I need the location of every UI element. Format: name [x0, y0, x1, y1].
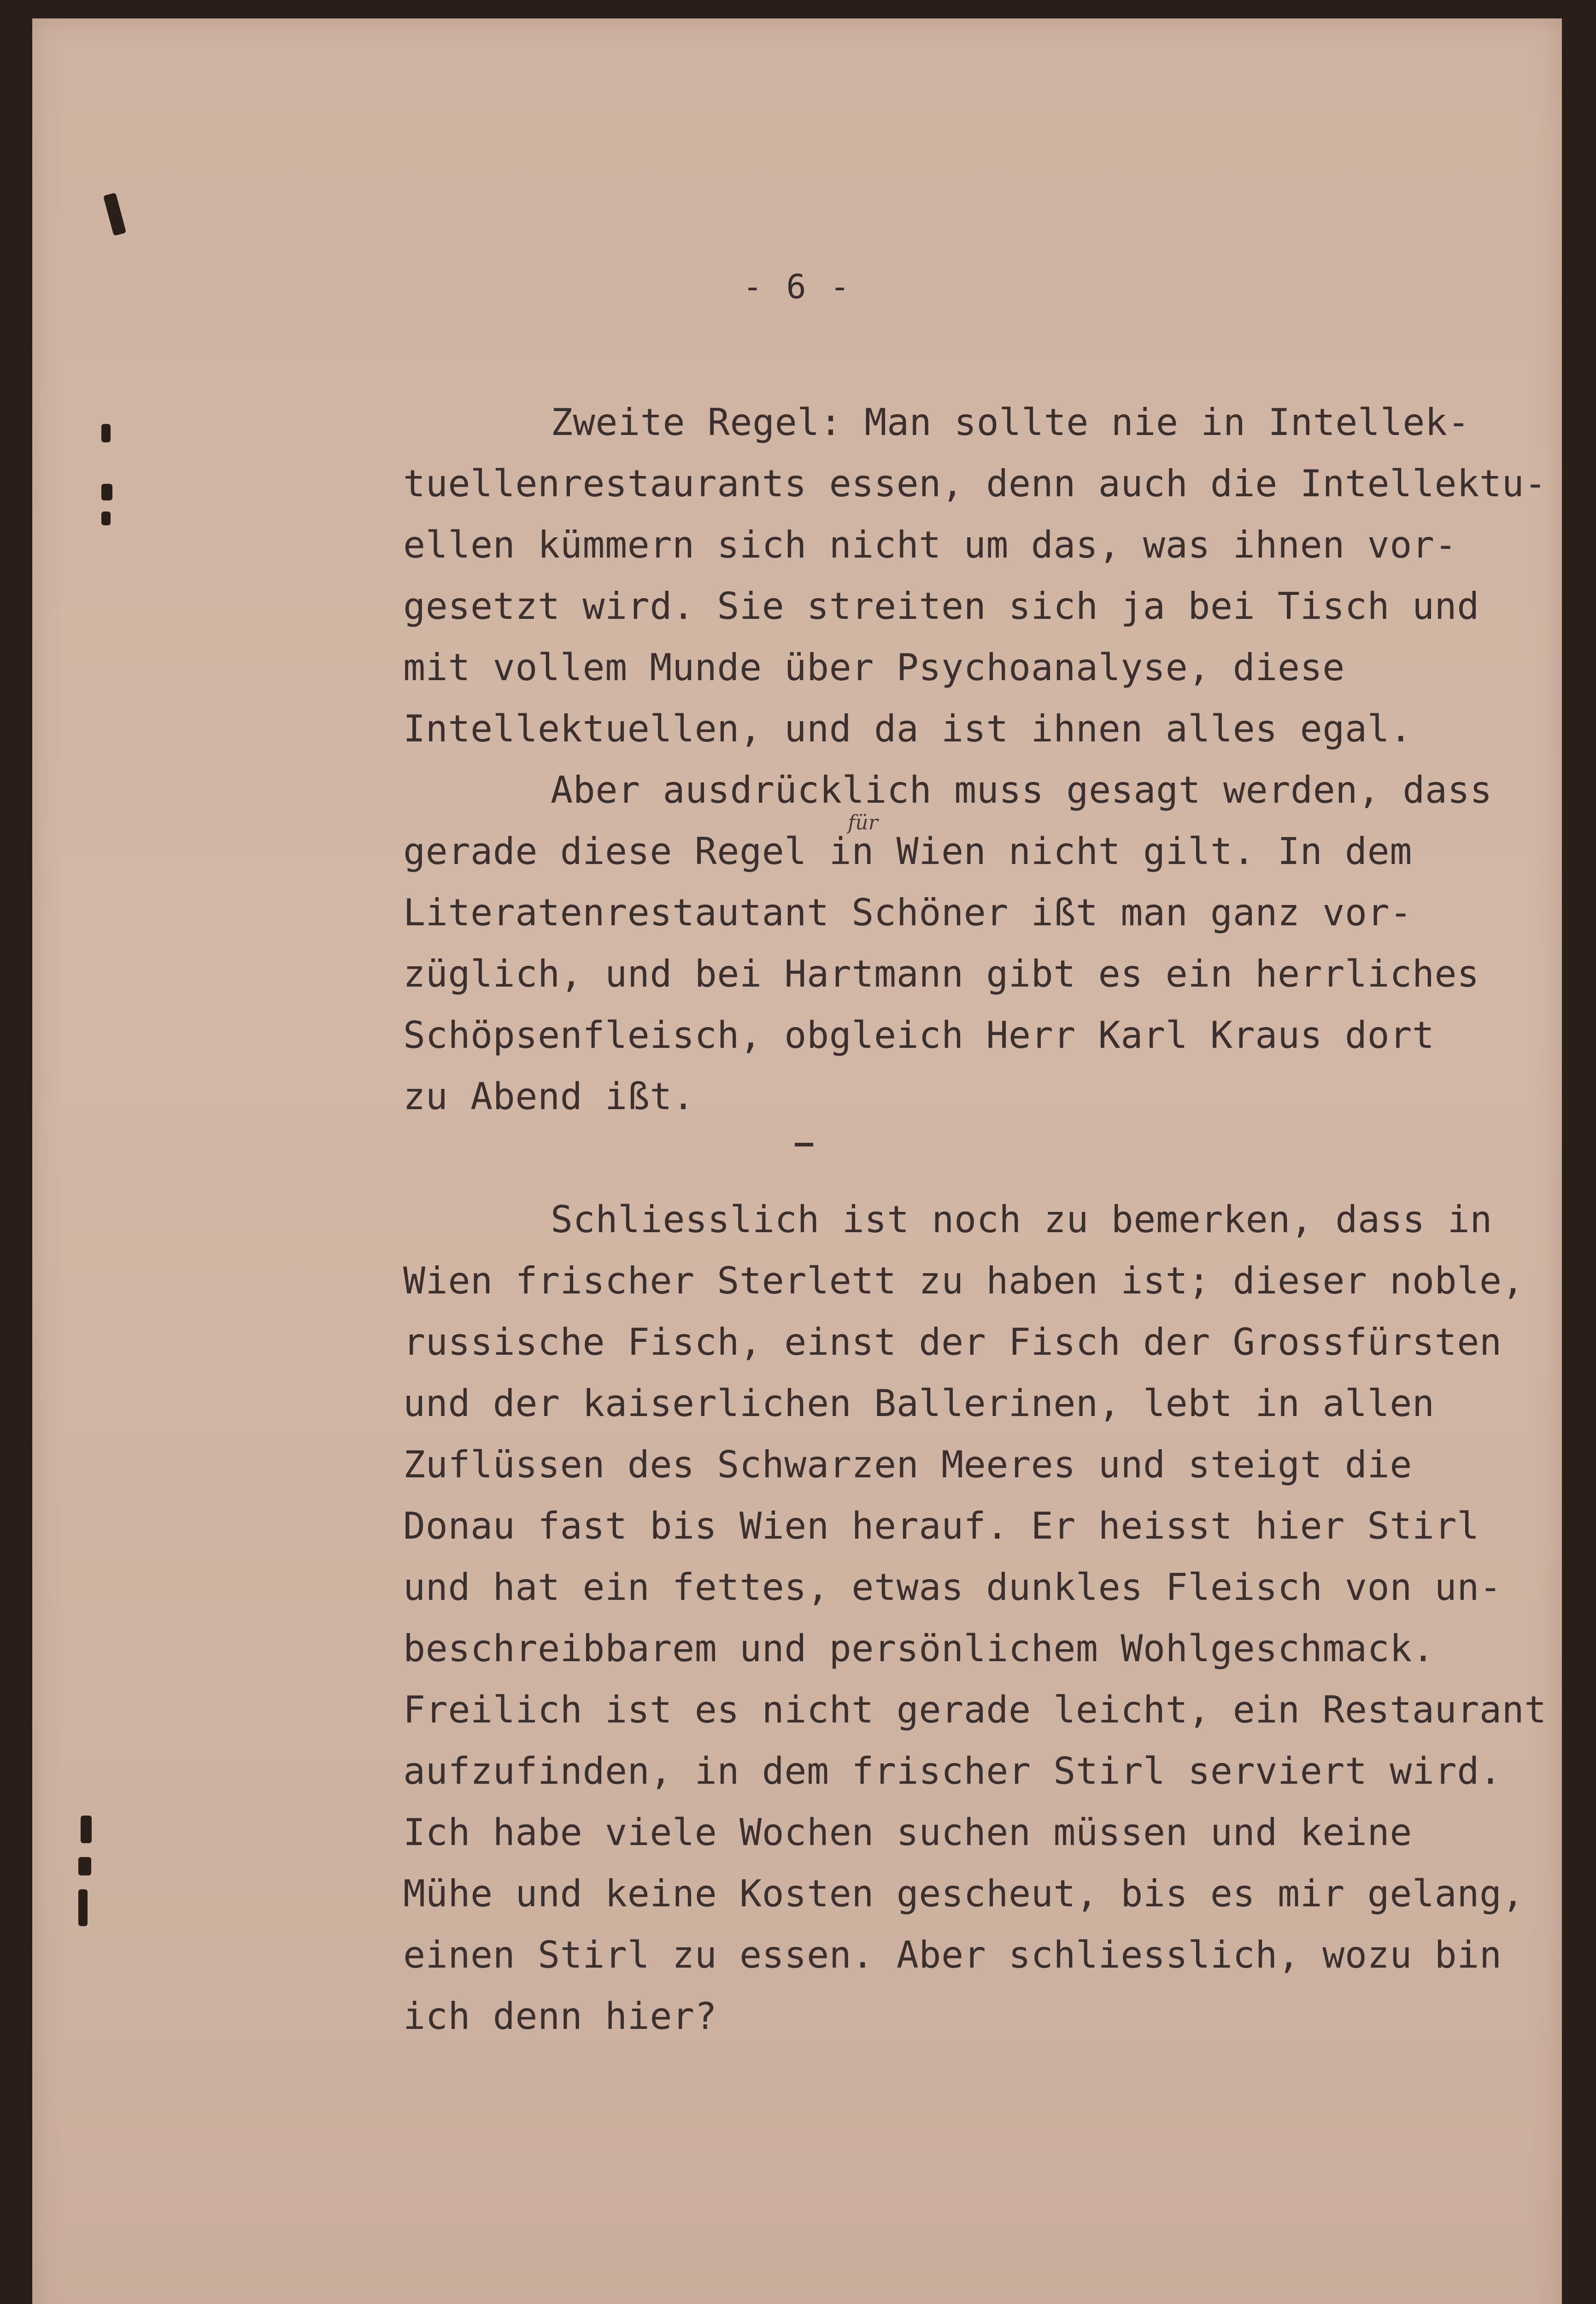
text-line: einen Stirl zu essen. Aber schliesslich, wozu bin	[403, 1934, 1502, 1976]
text-line: gerade diese Regel in Wien nicht gilt. In dem	[403, 830, 1412, 873]
text-line: Aber ausdrücklich muss gesagt werden, dass	[551, 769, 1492, 811]
paragraph-3	[403, 1189, 1555, 2047]
binder-hole-mark	[101, 484, 112, 500]
text-line: Literatenrestautant Schöner ißt man ganz vor-	[403, 891, 1412, 934]
document-page	[32, 18, 1562, 2304]
text-line: ellen kümmern sich nicht um das, was ihnen vor-	[403, 523, 1457, 566]
text-line: gesetzt wird. Sie streiten sich ja bei Tisch und	[403, 585, 1479, 628]
paragraph-2	[403, 759, 1555, 1127]
binder-hole-mark	[101, 511, 111, 525]
text-line: Zweite Regel: Man sollte nie in Intellek-	[551, 401, 1470, 444]
binder-hole-mark	[81, 1816, 92, 1843]
text-line: Ich habe viele Wochen suchen müssen und keine	[403, 1811, 1412, 1854]
text-line: aufzufinden, in dem frischer Stirl serviert wird.	[403, 1750, 1502, 1793]
binder-hole-mark	[101, 424, 111, 442]
text-line: Intellektuellen, und da ist ihnen alles egal.	[403, 707, 1412, 750]
text-line: tuellenrestaurants essen, denn auch die Intellektu-	[403, 462, 1547, 505]
text-line: Zuflüssen des Schwarzen Meeres und steigt die	[403, 1443, 1412, 1486]
binder-hole-mark	[78, 1889, 88, 1926]
text-line: Schöpsenfleisch, obgleich Herr Karl Kraus dort	[403, 1014, 1435, 1057]
binder-hole-mark	[78, 1857, 91, 1875]
paragraph-1	[403, 392, 1555, 759]
text-line: zu Abend ißt.	[403, 1075, 695, 1118]
binder-hole-mark	[103, 193, 126, 236]
text-line: mit vollem Munde über Psychoanalyse, diese	[403, 646, 1345, 689]
text-line: und hat ein fettes, etwas dunkles Fleisch von un-	[403, 1566, 1502, 1609]
text-line: beschreibbarem und persönlichem Wohlgeschmack.	[403, 1627, 1435, 1670]
section-divider	[795, 1143, 813, 1146]
text-line: ich denn hier?	[403, 1995, 717, 2038]
page-number: - 6 -	[742, 267, 852, 306]
handwritten-insertion: für	[848, 811, 878, 835]
text-line: Freilich ist es nicht gerade leicht, ein Restaurant	[403, 1688, 1547, 1731]
text-line: Donau fast bis Wien herauf. Er heisst hier Stirl	[403, 1505, 1479, 1547]
text-line: russische Fisch, einst der Fisch der Grossfürsten	[403, 1321, 1502, 1364]
text-line: und der kaiserlichen Ballerinen, lebt in allen	[403, 1382, 1435, 1425]
text-line: Mühe und keine Kosten gescheut, bis es mir gelang,	[403, 1872, 1525, 1915]
text-line: züglich, und bei Hartmann gibt es ein herrliches	[403, 952, 1479, 995]
text-line: Schliesslich ist noch zu bemerken, dass in	[551, 1198, 1492, 1241]
text-line: Wien frischer Sterlett zu haben ist; dieser noble,	[403, 1259, 1525, 1302]
